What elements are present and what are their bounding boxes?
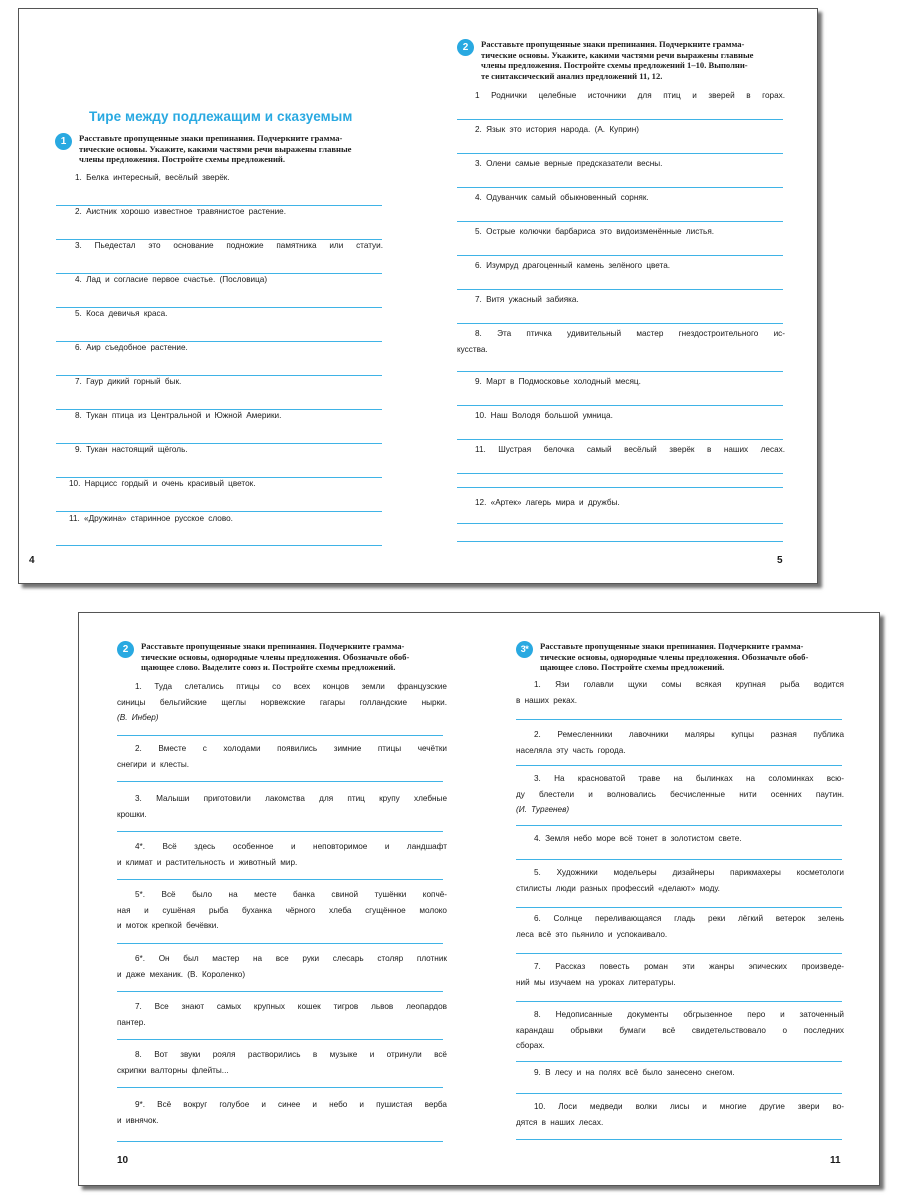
- task-number-badge: 2: [457, 39, 474, 56]
- sentence-item: 3. На красноватой траве на былинках на соломинках всю- ду блестели и волновались бесчисленные нити осенних паутин. (И. Тургенев): [516, 774, 844, 814]
- answer-line: [516, 1001, 842, 1002]
- answer-line: [117, 991, 443, 992]
- sentence-item: 1. Язи голавли щуки сомы всякая крупная рыба водится в наших реках.: [516, 680, 844, 705]
- sentence-item: 5*. Всё было на месте банка свиной тушёнки копчё- ная и сушёная рыба буханка чёрного хлеба сгущённое молоко и моток крепкой бечёвки.: [117, 890, 447, 930]
- answer-line: [117, 1039, 443, 1040]
- page-number: 10: [117, 1155, 129, 1166]
- section-title: Тире между подлежащим и сказуемым: [89, 109, 353, 124]
- answer-line: [457, 487, 783, 488]
- sentence-item: 8. Недописанные документы обгрызенное перо и заточенный карандаш обрывки бумаги всё свидетельствовало о последних сборах.: [516, 1010, 844, 1050]
- sentence-item: 9. Март в Подмосковье холодный месяц.: [475, 377, 641, 386]
- answer-line: [56, 545, 382, 546]
- page-5: [419, 9, 819, 585]
- sentence-item: 10. Нарцисс гордый и очень красивый цветок.: [69, 479, 256, 488]
- task-number-badge: 2: [117, 641, 134, 658]
- answer-line: [117, 879, 443, 880]
- sentence-item: 10. Наш Володя большой умница.: [475, 411, 613, 420]
- sentence-item: 1. Туда слетались птицы со всех концов земли французские синицы бельгийские щеглы норвежские гагары голландские нырки. (В. Инбер): [117, 682, 447, 722]
- answer-line: [516, 1061, 842, 1062]
- answer-line: [457, 371, 783, 372]
- sentence-item: 11. «Дружина» старинное русское слово.: [69, 514, 233, 523]
- answer-line: [457, 323, 783, 324]
- sentence-item: 4. Одуванчик самый обыкновенный сорняк.: [475, 193, 649, 202]
- sentence-item: 1 Роднички целебные источники для птиц и зверей в горах.: [475, 91, 785, 100]
- answer-line: [516, 859, 842, 860]
- sentence-item: 7. Гаур дикий горный бык.: [75, 377, 182, 386]
- answer-line: [516, 907, 842, 908]
- answer-line: [516, 765, 842, 766]
- sentence-item: 2. Вместе с холодами появились зимние птицы чечётки снегири и клесты.: [117, 744, 447, 769]
- sentence-item: 12. «Артек» лагерь мира и дружбы.: [475, 498, 620, 507]
- answer-line: [457, 289, 783, 290]
- answer-line: [516, 825, 842, 826]
- page-number: 5: [777, 555, 783, 566]
- sentence-item: 9*. Всё вокруг голубое и синее и небо и пушистая верба и ивнячок.: [117, 1100, 447, 1125]
- sentence-item: 11. Шустрая белочка самый весёлый зверёк в наших лесах.: [475, 445, 785, 454]
- sentence-item: 9. В лесу и на полях всё было занесено снегом.: [534, 1068, 735, 1077]
- answer-line: [457, 439, 783, 440]
- page-4: [19, 9, 419, 585]
- answer-line: [516, 1139, 842, 1140]
- sentence-item: 3. Олени самые верные предсказатели весны.: [475, 159, 663, 168]
- sentence-item: 6. Изумруд драгоценный камень зелёного цвета.: [475, 261, 671, 270]
- top-spread: [18, 8, 818, 584]
- answer-line: [117, 1087, 443, 1088]
- sentence-item: 9. Тукан настоящий щёголь.: [75, 445, 188, 454]
- sentence-item: 4*. Всё здесь особенное и неповторимое и ландшафт и климат и растительность и животный мир.: [117, 842, 447, 867]
- sentence-item: 7. Рассказ повесть роман эти жанры эпических произведе- ний мы изучаем на уроках литературы.: [516, 962, 844, 987]
- answer-line: [457, 523, 783, 524]
- sentence-item: 7. Все знают самых крупных кошек тигров львов леопардов пантер.: [117, 1002, 447, 1027]
- sentence-item: 8. Эта птичка удивительный мастер гнездостроительного ис- кусства.: [457, 329, 785, 354]
- task-instruction: Расставьте пропущенные знаки препинания. Подчеркните грамма- тические основы, однородные члены предложения. Обозначьте обоб- щающее слово. Выделите союз и. Постройте схемы предложений.: [141, 641, 410, 673]
- sentence-item: 3. Малыши приготовили лакомства для птиц крупу хлебные крошки.: [117, 794, 447, 819]
- sentence-item: 5. Острые колючки барбариса это видоизменённые листья.: [475, 227, 715, 236]
- sentence-item: 6*. Он был мастер на все руки слесарь столяр плотник и даже механик. (В. Короленко): [117, 954, 447, 979]
- sentence-item: 1. Белка интересный, весёлый зверёк.: [75, 173, 230, 182]
- answer-line: [117, 1141, 443, 1142]
- answer-line: [457, 255, 783, 256]
- sentence-item: 6. Солнце переливающаяся гладь реки лёгкий ветерок зелень леса всё это пьянило и успокаивало.: [516, 914, 844, 939]
- task-instruction: Расставьте пропущенные знаки препинания. Подчеркните грамма- тические основы. Укажите, какими частями речи выражены главные члены предложения. Постройте схемы предложений.: [79, 133, 352, 165]
- answer-line: [516, 719, 842, 720]
- answer-line: [457, 187, 783, 188]
- sentence-item: 8. Тукан птица из Центральной и Южной Америки.: [75, 411, 282, 420]
- task-number-badge: 1: [55, 133, 72, 150]
- answer-line: [457, 473, 783, 474]
- sentence-item: 6. Аир съедобное растение.: [75, 343, 188, 352]
- answer-line: [117, 831, 443, 832]
- sentence-item: 2. Язык это история народа. (А. Куприн): [475, 125, 639, 134]
- page-11: [480, 613, 881, 1187]
- answer-line: [516, 953, 842, 954]
- sentence-item: 7. Витя ужасный забияка.: [475, 295, 579, 304]
- sentence-item: 5. Художники модельеры дизайнеры парикмахеры косметологи стилисты люди разных профессий «делают» моду.: [516, 868, 844, 893]
- answer-line: [117, 943, 443, 944]
- answer-line: [457, 541, 783, 542]
- task-instruction: Расставьте пропущенные знаки препинания. Подчеркните грамма- тические основы, однородные члены предложения. Обозначьте обоб- щающее слово. Постройте схемы предложений.: [540, 641, 809, 673]
- page-number: 11: [830, 1155, 841, 1166]
- page-10: [79, 613, 480, 1187]
- task-instruction: Расставьте пропущенные знаки препинания. Подчеркните грамма- тические основы. Укажите, какими частями речи выражены главные члены предложения. Постройте схемы предложений 1–10. Выполни- те синтаксический анализ предложений 11, 12.: [481, 39, 754, 81]
- page-number: 4: [29, 555, 35, 566]
- answer-line: [516, 1093, 842, 1094]
- sentence-item: 8. Вот звуки рояля растворились в музыке и отринули всё скрипки валторны флейты...: [117, 1050, 447, 1075]
- answer-line: [457, 119, 783, 120]
- sentence-item: 2. Ремесленники лавочники маляры купцы разная публика населяла эту часть города.: [516, 730, 844, 755]
- sentence-item: 5. Коса девичья краса.: [75, 309, 168, 318]
- answer-line: [457, 405, 783, 406]
- answer-line: [457, 221, 783, 222]
- answer-line: [117, 735, 443, 736]
- task-number-badge: 3*: [516, 641, 533, 658]
- sentence-item: 2. Аистник хорошо известное травянистое растение.: [75, 207, 286, 216]
- sentence-item: 10. Лоси медведи волки лисы и многие другие звери во- дятся в наших лесах.: [516, 1102, 844, 1127]
- sentence-item: 4. Земля небо море всё тонет в золотистом свете.: [534, 834, 742, 843]
- sentence-item: 4. Лад и согласие первое счастье. (Пословица): [75, 275, 268, 284]
- bottom-spread: [78, 612, 880, 1186]
- answer-line: [457, 153, 783, 154]
- answer-line: [117, 781, 443, 782]
- sentence-item: 3. Пьедестал это основание подножие памятника или статуи.: [75, 241, 383, 250]
